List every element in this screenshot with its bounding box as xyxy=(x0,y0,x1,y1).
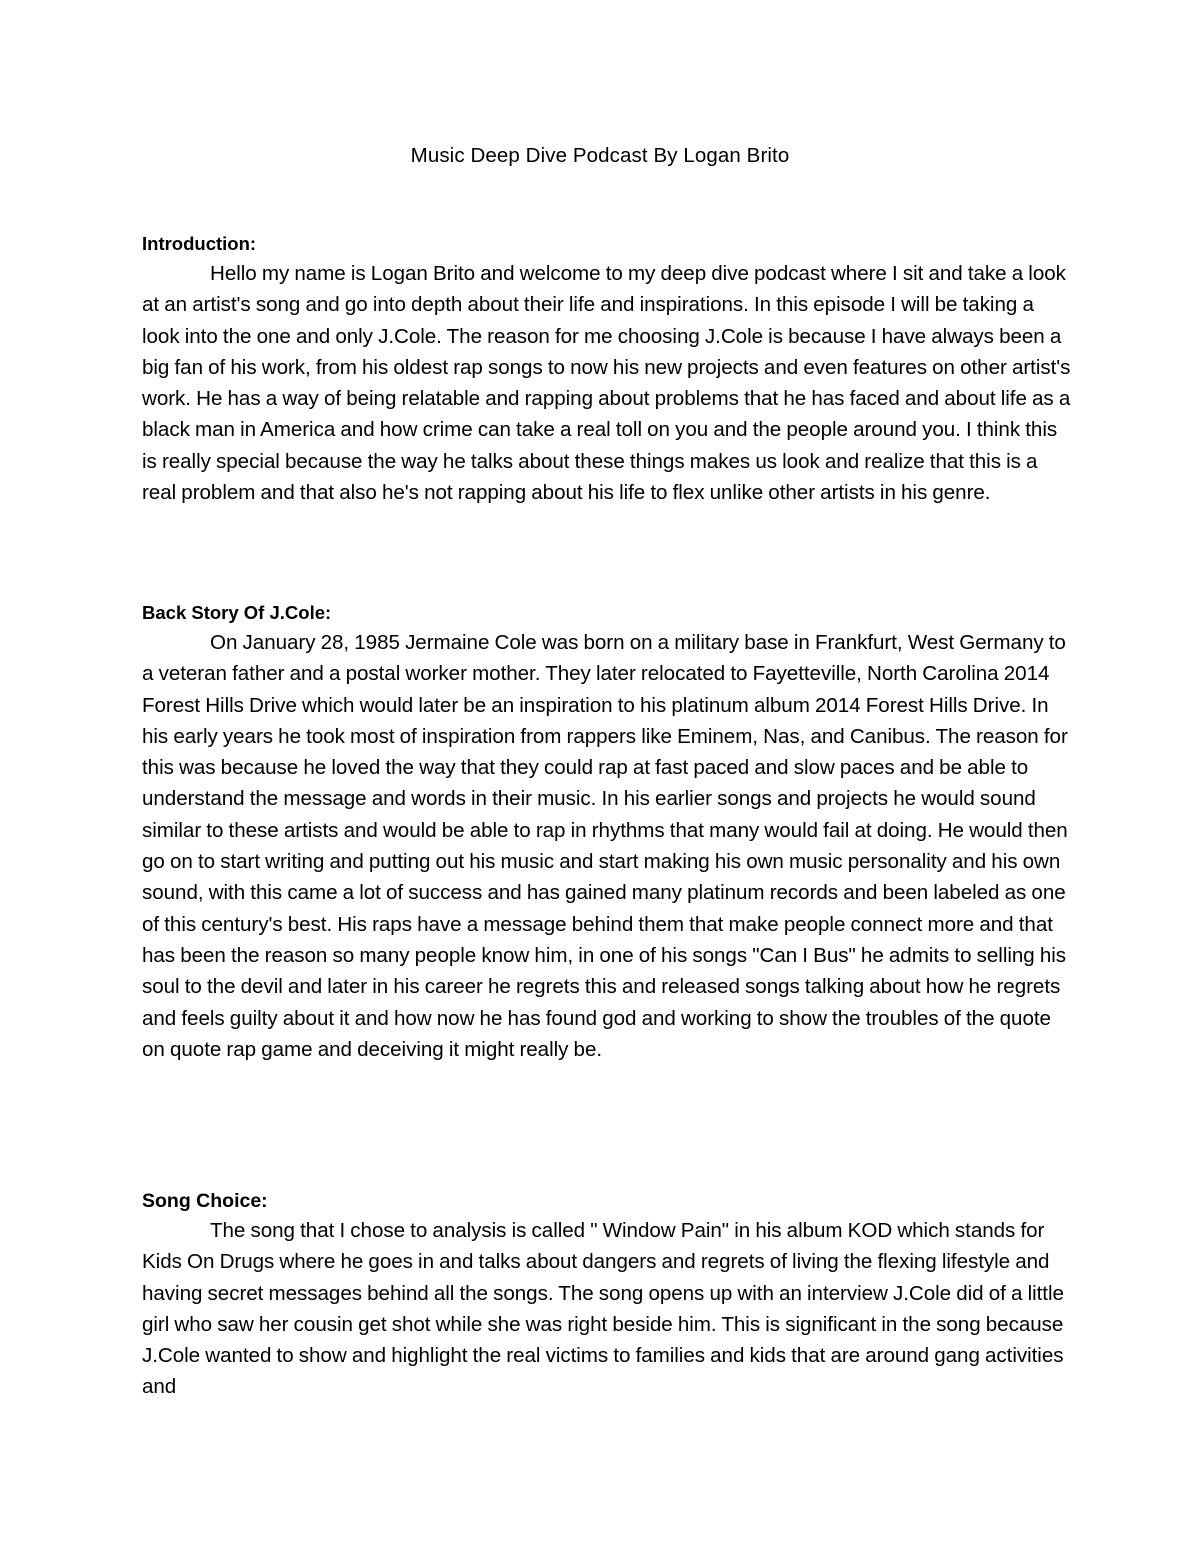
section-heading: Song Choice: xyxy=(142,1190,268,1212)
section-paragraph: Hello my name is Logan Brito and welcome to my deep dive podcast where I sit and take a look at an artist's song and go into depth about their life and inspirations. In this episode I will be taking a look into the one and only J.Cole. The reason for me choosing J.Cole is because I have always been a big fan of his work, from his oldest rap songs to now his new projects and even features on other artist's work. He has a way of being relatable and rapping about problems that he has faced and about life as a black man in America and how crime can take a real toll on you and the people around you. I think this is really special because the way he talks about these things makes us look and realize that this is a real problem and that also he's not rapping about his life to flex unlike other artists in his genre. xyxy=(142,262,1071,505)
section-heading: Back Story Of J.Cole: xyxy=(142,602,332,623)
section-back-story xyxy=(142,597,1072,1065)
section-paragraph: The song that I chose to analysis is called " Window Pain" in his album KOD which stands for Kids On Drugs where he goes in and talks about dangers and regrets of living the flexing lifestyle and having secret messages behind all the songs. The song opens up with an interview J.Cole did of a little girl who saw her cousin get shot while she was right beside him. This is significant in the song because J.Cole wanted to show and highlight the real victims to families and kids that are around gang activities and xyxy=(142,1219,1064,1399)
section-introduction xyxy=(142,228,1072,508)
document-title: Music Deep Dive Podcast By Logan Brito xyxy=(410,144,790,167)
section-heading: Introduction: xyxy=(142,233,257,254)
section-paragraph: On January 28, 1985 Jermaine Cole was born on a military base in Frankfurt, West Germany to a veteran father and a postal worker mother. They later relocated to Fayetteville, North Carolina 2014 Forest Hills Drive which would later be an inspiration to his platinum album 2014 Forest Hills Drive. In his early years he took most of inspiration from rappers like Eminem, Nas, and Canibus. The reason for this was because he loved the way that they could rap at fast paced and slow paces and be able to understand the message and words in their music. In his earlier songs and projects he would sound similar to these artists and would be able to rap in rhythms that many would fail at doing. He would then go on to start writing and putting out his music and start making his own music personality and his own sound, with this came a lot of success and has gained many platinum records and been labeled as one of this century's best. His raps have a message behind them that make people connect more and that has been the reason so many people know him, in one of his songs "Can I Bus" he admits to selling his soul to the devil and later in his career he regrets this and released songs talking about how he regrets and feels guilty about it and how now he has found god and working to show the troubles of the quote on quote rap game and deceiving it might really be. xyxy=(142,631,1068,1061)
section-song-choice xyxy=(142,1183,1072,1403)
